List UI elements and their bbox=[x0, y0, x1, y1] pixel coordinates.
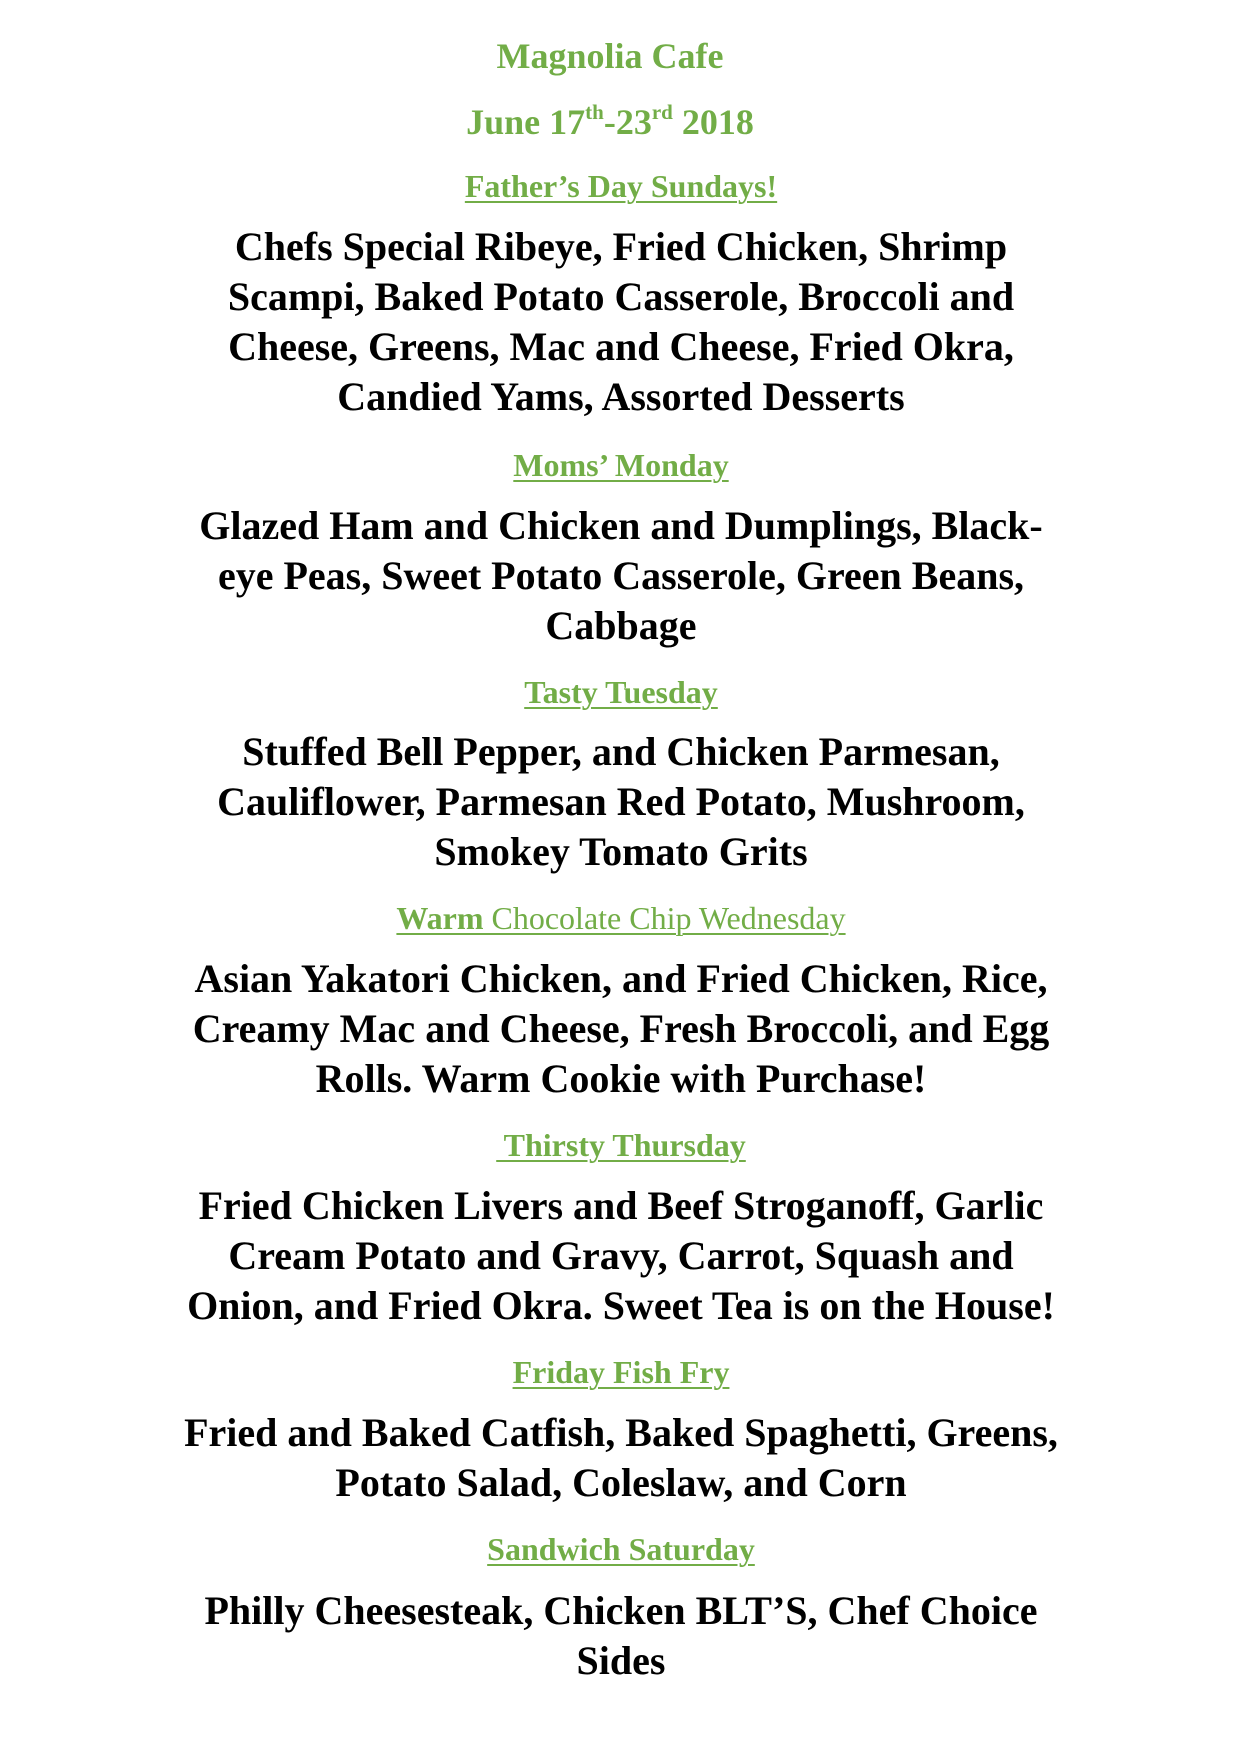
menu-tuesday bbox=[0, 727, 1242, 877]
menu-line: Potato Salad, Coleslaw, and Corn bbox=[335, 1460, 907, 1505]
menu-line: Glazed Ham and Chicken and Dumplings, Black- bbox=[199, 503, 1043, 548]
date-middle: -23 bbox=[603, 102, 652, 142]
day-heading-text: Thirsty Thursday bbox=[496, 1127, 746, 1163]
day-heading-saturday bbox=[0, 1529, 1242, 1569]
cafe-name: Magnolia Cafe bbox=[496, 36, 724, 76]
day-heading-text: Sandwich Saturday bbox=[487, 1531, 755, 1567]
menu-line: Stuffed Bell Pepper, and Chicken Parmesan, bbox=[242, 729, 1000, 774]
day-heading-text: Tasty Tuesday bbox=[524, 674, 718, 710]
day-heading-text: Friday Fish Fry bbox=[512, 1354, 730, 1390]
menu-line: eye Peas, Sweet Potato Casserole, Green Beans, bbox=[217, 553, 1025, 598]
menu-line: Cauliflower, Parmesan Red Potato, Mushroom, bbox=[217, 779, 1025, 824]
date-year: 2018 bbox=[672, 102, 754, 142]
day-heading-text: Moms’ Monday bbox=[513, 447, 729, 483]
day-heading-tuesday bbox=[0, 672, 1242, 712]
menu-line: Creamy Mac and Cheese, Fresh Broccoli, and Egg bbox=[192, 1006, 1050, 1051]
menu-line: Fried and Baked Catfish, Baked Spaghetti, Greens, bbox=[184, 1410, 1058, 1455]
menu-friday bbox=[0, 1408, 1242, 1508]
menu-line: Cream Potato and Gravy, Carrot, Squash and bbox=[228, 1233, 1014, 1278]
menu-line: Sides bbox=[576, 1638, 666, 1683]
day-heading-sunday bbox=[0, 166, 1242, 206]
day-heading-monday bbox=[0, 445, 1242, 485]
day-heading-thursday bbox=[0, 1125, 1242, 1165]
date-sup-start: th bbox=[585, 100, 604, 124]
day-heading-friday bbox=[0, 1352, 1242, 1392]
menu-line: Cheese, Greens, Mac and Cheese, Fried Okra, bbox=[228, 324, 1014, 369]
day-heading-bold-text: Warm bbox=[396, 900, 484, 936]
menu-line: Asian Yakatori Chicken, and Fried Chicken, Rice, bbox=[194, 956, 1048, 1001]
menu-line: Cabbage bbox=[545, 603, 697, 648]
date-range bbox=[0, 100, 1220, 144]
day-heading-wednesday bbox=[0, 898, 1242, 938]
menu-line: Candied Yams, Assorted Desserts bbox=[337, 374, 905, 419]
menu-wednesday bbox=[0, 954, 1242, 1104]
date-prefix: June 17 bbox=[466, 102, 586, 142]
menu-line: Philly Cheesesteak, Chicken BLT’S, Chef Choice bbox=[204, 1588, 1038, 1633]
menu-line: Chefs Special Ribeye, Fried Chicken, Shrimp bbox=[234, 224, 1008, 269]
day-heading-text: Chocolate Chip Wednesday bbox=[483, 900, 846, 936]
menu-sunday bbox=[0, 222, 1242, 422]
menu-line: Scampi, Baked Potato Casserole, Broccoli and bbox=[227, 274, 1015, 319]
menu-thursday bbox=[0, 1181, 1242, 1331]
menu-saturday bbox=[0, 1586, 1242, 1686]
menu-line: Smokey Tomato Grits bbox=[434, 829, 808, 874]
date-sup-end: rd bbox=[651, 100, 673, 124]
day-heading-text: Father’s Day Sundays! bbox=[464, 168, 778, 204]
menu-monday bbox=[0, 501, 1242, 651]
menu-line: Fried Chicken Livers and Beef Stroganoff, Garlic bbox=[198, 1183, 1044, 1228]
menu-line: Onion, and Fried Okra. Sweet Tea is on the House! bbox=[187, 1283, 1055, 1328]
menu-line: Rolls. Warm Cookie with Purchase! bbox=[315, 1056, 927, 1101]
